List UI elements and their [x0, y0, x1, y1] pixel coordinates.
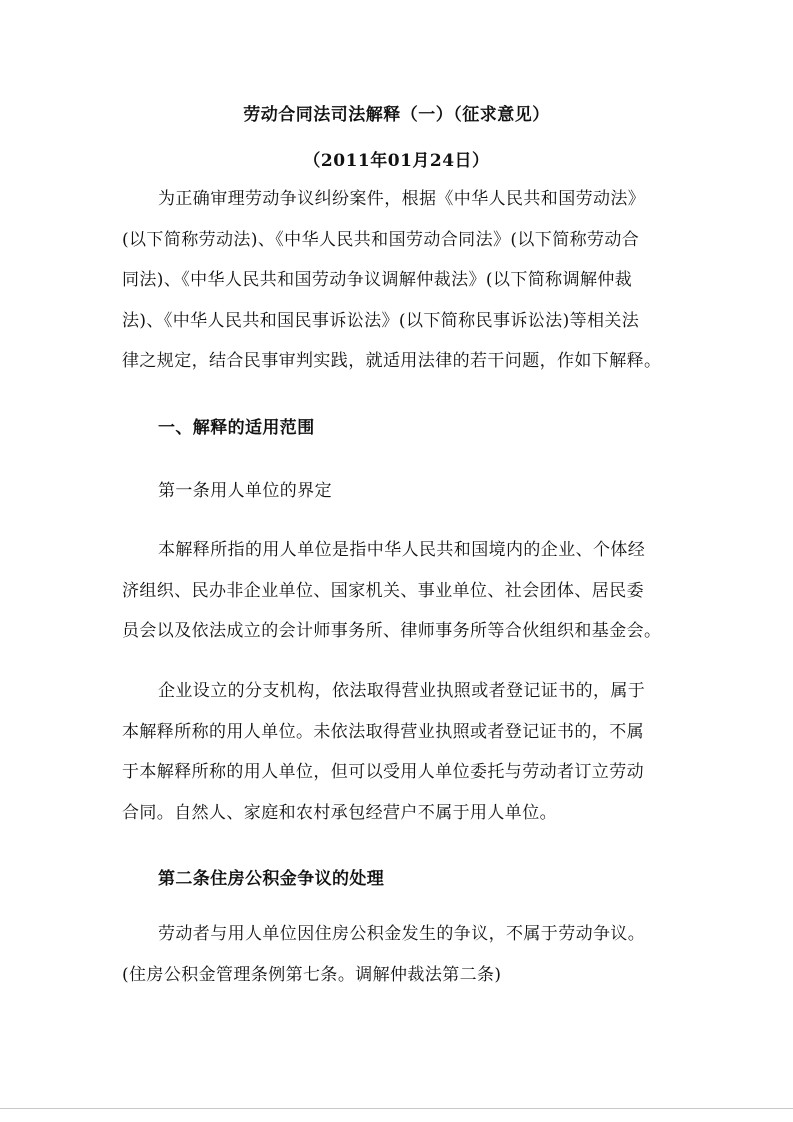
preamble-line: 律之规定，结合民事审判实践，就适用法律的若干问题，作如下解释。 [122, 351, 662, 371]
article2-heading: 第二条住房公积金争议的处理 [158, 869, 385, 889]
preamble-line: 同法)、《中华人民共和国劳动争议调解仲裁法》(以下简称调解仲裁 [122, 270, 633, 290]
article2-paragraph [122, 914, 692, 995]
document-title: 劳动合同法司法解释（一）（征求意见） [243, 105, 550, 125]
preamble-line: 为正确审理劳动争议纠纷案件，根据《中华人民共和国劳动法》 [158, 189, 646, 209]
article1-para2-line: 合同。自然人、家庭和农村承包经营户不属于用人单位。 [122, 802, 557, 823]
article1-para2-line: 于本解释所称的用人单位，但可以受用人单位委托与劳动者订立劳动 [122, 762, 644, 782]
article2-para-line: 劳动者与用人单位因住房公积金发生的争议，不属于劳动争议。 [158, 924, 646, 944]
preamble-line: (以下简称劳动法)、《中华人民共和国劳动合同法》(以下简称劳动合 [122, 229, 640, 250]
article1-paragraph-1 [122, 530, 692, 652]
preamble-paragraph [122, 179, 692, 382]
article1-heading: 第一条用人单位的界定 [158, 481, 332, 501]
article1-para1-line: 济组织、民办非企业单位、国家机关、事业单位、社会团体、居民委 [122, 580, 644, 601]
article1-paragraph-2 [122, 671, 692, 833]
article2-para-line: (住房公积金管理条例第七条。调解仲裁法第二条) [122, 964, 502, 985]
article1-para2-line: 企业设立的分支机构，依法取得营业执照或者登记证书的，属于 [158, 681, 646, 701]
article1-para2-line: 本解释所称的用人单位。未依法取得营业执照或者登记证书的，不属 [122, 721, 644, 742]
article1-para1-line: 本解释所指的用人单位是指中华人民共和国境内的企业、个体经 [158, 540, 646, 560]
document-date: （2011年01月24日） [303, 151, 490, 171]
preamble-line: 法)、《中华人民共和国民事诉讼法》(以下简称民事诉讼法)等相关法 [122, 310, 640, 331]
page-bottom-divider [0, 1108, 793, 1109]
section1-heading: 一、解释的适用范围 [158, 418, 315, 438]
article1-para1-line: 员会以及依法成立的会计师事务所、律师事务所等合伙组织和基金会。 [122, 621, 662, 641]
